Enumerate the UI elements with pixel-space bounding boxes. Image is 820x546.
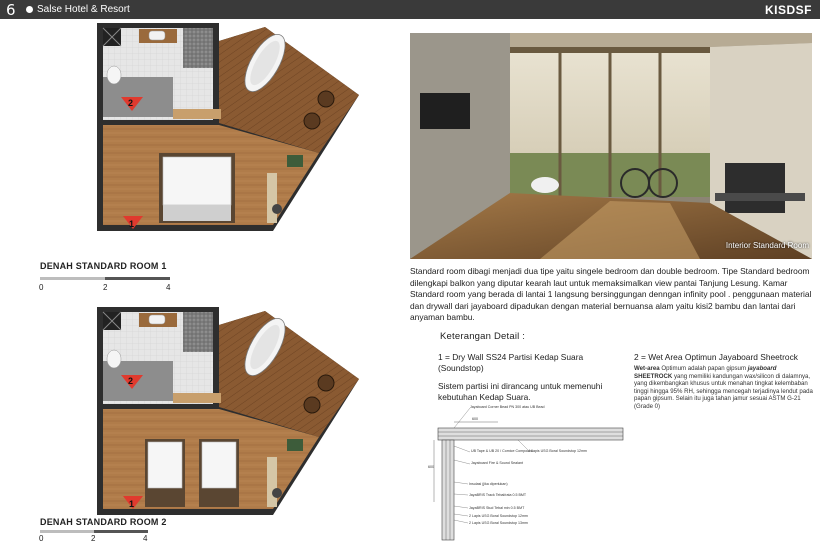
marker-1: 1 [129,219,135,229]
marker-2: 2 [128,376,134,386]
label-stud: JayaBRIS Stud Tebal min 0.5 BMT [469,506,525,510]
label-tape: UB Tape & UB 20 / Cornice Compound [471,449,534,453]
sheetrock-logo: SHEETROCK [634,372,673,380]
label-soundstop-2b: 2 Lapis USG Boral Soundstop 13mm [469,521,528,525]
detail-2-heading: 2 = Wet Area Optimun Jayaboard Sheetrock [634,352,798,362]
scale-bar-1 [40,277,170,281]
detail-1-body: Sistem partisi ini dirancang untuk memenuhi kebutuhan Kedap Suara. [438,381,603,402]
label-corner-bead: Jayaboard Corner Bead PN 300 atau UB Bead [470,405,545,409]
scale-label-4: 4 [166,283,171,292]
label-track: JayaBRIS Track Tebal/rata 0.5 BMT [469,493,527,497]
marker-2: 2 [128,98,134,108]
detail-2-lead: Wet-area [634,365,660,372]
label-soundstop-4: 4 Lapis USG Boral Soundstop 12mm [528,449,587,453]
jayaboard-logo: jayaboard [747,365,777,372]
scale-label-2: 2 [91,534,96,543]
dim-top: 600 [472,417,478,421]
hotel-name: Salse Hotel & Resort [37,4,130,15]
room-description: Standard room dibagi menjadi dua tipe yaitu singele bedroom dan double bedroom. Tipe Standard bedroom dilengkapi balkon yang diputar kearah laut untuk memaksimalkan view pantai Tanjung Lesung. Kamar Standard room yang berada di lantai 1 langsung bersinggungan denngan infinity pool . penggunaan material dan drywall dari jayaboard dipadukan dengan material bernuansa alam yaitu kisi2 bambu dan lantai dari anyaman bambu. [410,266,812,323]
section-detail [428,402,628,542]
header-bar [0,0,820,19]
page-number: 6 [6,1,16,19]
scale-label-0: 0 [39,283,44,292]
label-soundstop-2a: 2 Lapis USG Boral Soundstop 12mm [469,514,528,518]
scale-label-4: 4 [143,534,148,543]
label-sealant: Jayaboard Fire & Sound Sealant [471,461,523,465]
drywall-detail-drawing [428,402,628,542]
floor-plan-room-2 [97,307,359,517]
dim-side: 600 [428,465,434,469]
interior-render-image [410,33,812,259]
scale-label-2: 2 [103,283,108,292]
floor-plan-room-1 [97,23,359,233]
label-insulation: Insulasi (jika diperlukan) [469,482,508,486]
keterangan-title: Keterangan Detail : [440,331,526,342]
plan-title-1: DENAH STANDARD ROOM 1 [40,261,167,271]
bullet-icon [26,6,33,13]
brand-name: KISDSF [764,3,812,17]
scale-label-0: 0 [39,534,44,543]
photo-caption: Interior Standard Room [725,241,809,250]
detail-1-heading: 1 = Dry Wall SS24 Partisi Kedap Suara (Soundstop) [438,352,584,373]
detail-2-body: Wet-area Optimum adalah papan gipsum jayaboard SHEETROCK yang memiliki kandungan wax/silicon di dalamnya, yang dikembangkan khusus untuk menahan tingkat kelembaban tinggi hingga 95% RH, sehingga mencegah terjadinya lendut pada papan gipsum. Selain itu juga tahan jamur sesuai ASTM G-21 (Grade 0) [634,365,813,410]
interior-render [410,33,812,259]
floor-plan-drawing [97,23,359,233]
marker-1: 1 [129,499,135,509]
plan-title-2: DENAH STANDARD ROOM 2 [40,517,167,527]
floor-plan-drawing [97,307,359,517]
